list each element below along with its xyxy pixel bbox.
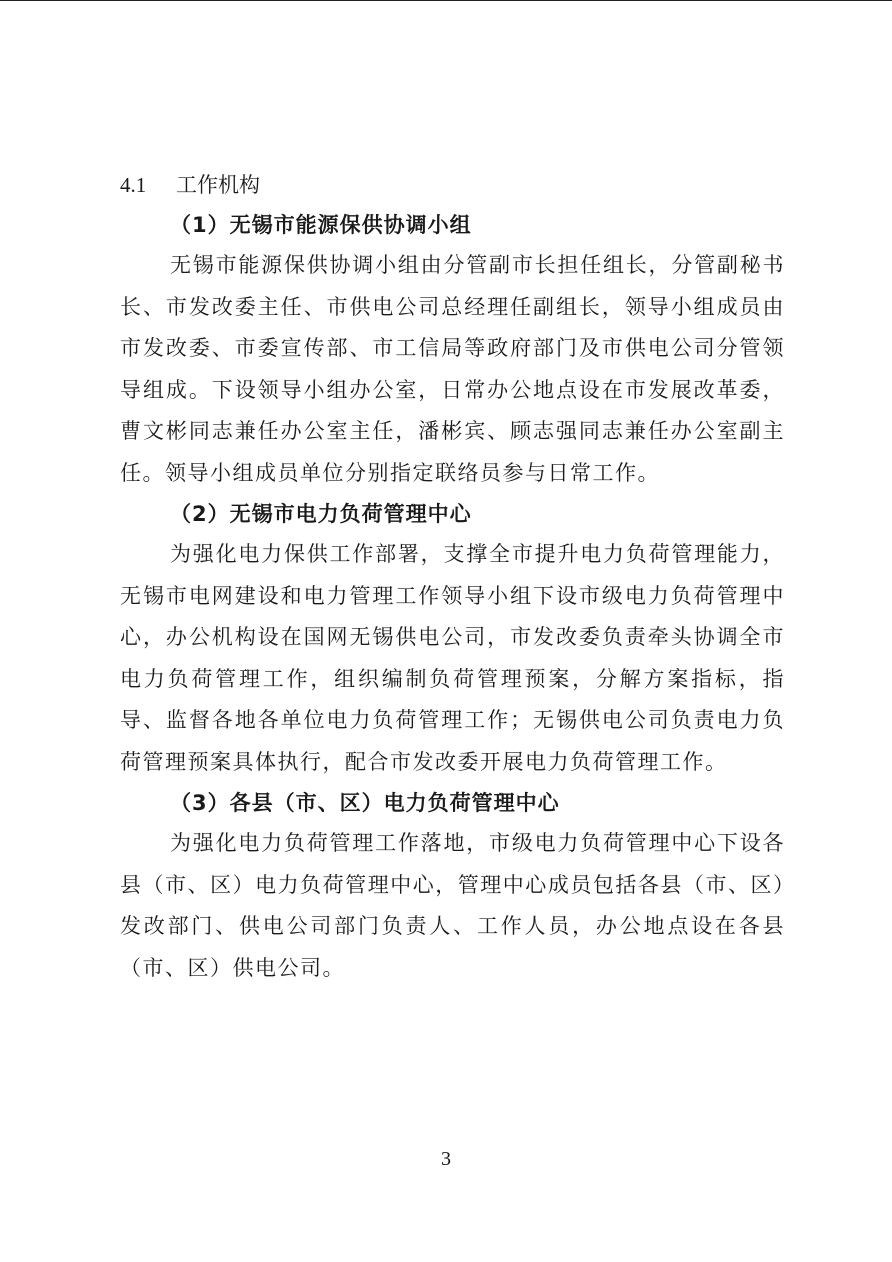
subsection-heading-3: （3）各县（市、区）电力负荷管理中心 xyxy=(170,791,560,815)
document-body xyxy=(120,165,785,989)
page-number: 3 xyxy=(441,1148,451,1170)
subsection-paragraph-1: 无锡市能源保供协调小组由分管副市长担任组长，分管副秘书长、市发改委主任、市供电公司总经理任副组长，领导小组成员由市发改委、市委宣传部、市工信局等政府部门及市供电公司分管领导组成。下设领导小组办公室，日常办公地点设在市发展改革委，曹文彬同志兼任办公室主任，潘彬宾、顾志强同志兼任办公室副主任。领导小组成员单位分别指定联络员参与日常工作。 xyxy=(120,253,785,485)
section-number: 4.1 xyxy=(120,173,147,197)
subsection-paragraph-3: 为强化电力负荷管理工作落地，市级电力负荷管理中心下设各县（市、区）电力负荷管理中心，管理中心成员包括各县（市、区）发改部门、供电公司部门负责人、工作人员，办公地点设在各县（市、区）供电公司。 xyxy=(120,831,785,980)
section-heading xyxy=(120,165,785,205)
section-title: 工作机构 xyxy=(176,173,260,197)
subsection-heading-1: （1）无锡市能源保供协调小组 xyxy=(170,213,472,237)
page-top-border xyxy=(0,0,892,1)
subsection-heading-2: （2）无锡市电力负荷管理中心 xyxy=(170,502,472,526)
subsection-paragraph-2: 为强化电力保供工作部署，支撑全市提升电力负荷管理能力，无锡市电网建设和电力管理工作领导小组下设市级电力负荷管理中心，办公机构设在国网无锡供电公司，市发改委负责牵头协调全市电力负荷管理工作，组织编制负荷管理预案，分解方案指标，指导、监督各地各单位电力负荷管理工作；无锡供电公司负责电力负荷管理预案具体执行，配合市发改委开展电力负荷管理工作。 xyxy=(120,542,785,774)
